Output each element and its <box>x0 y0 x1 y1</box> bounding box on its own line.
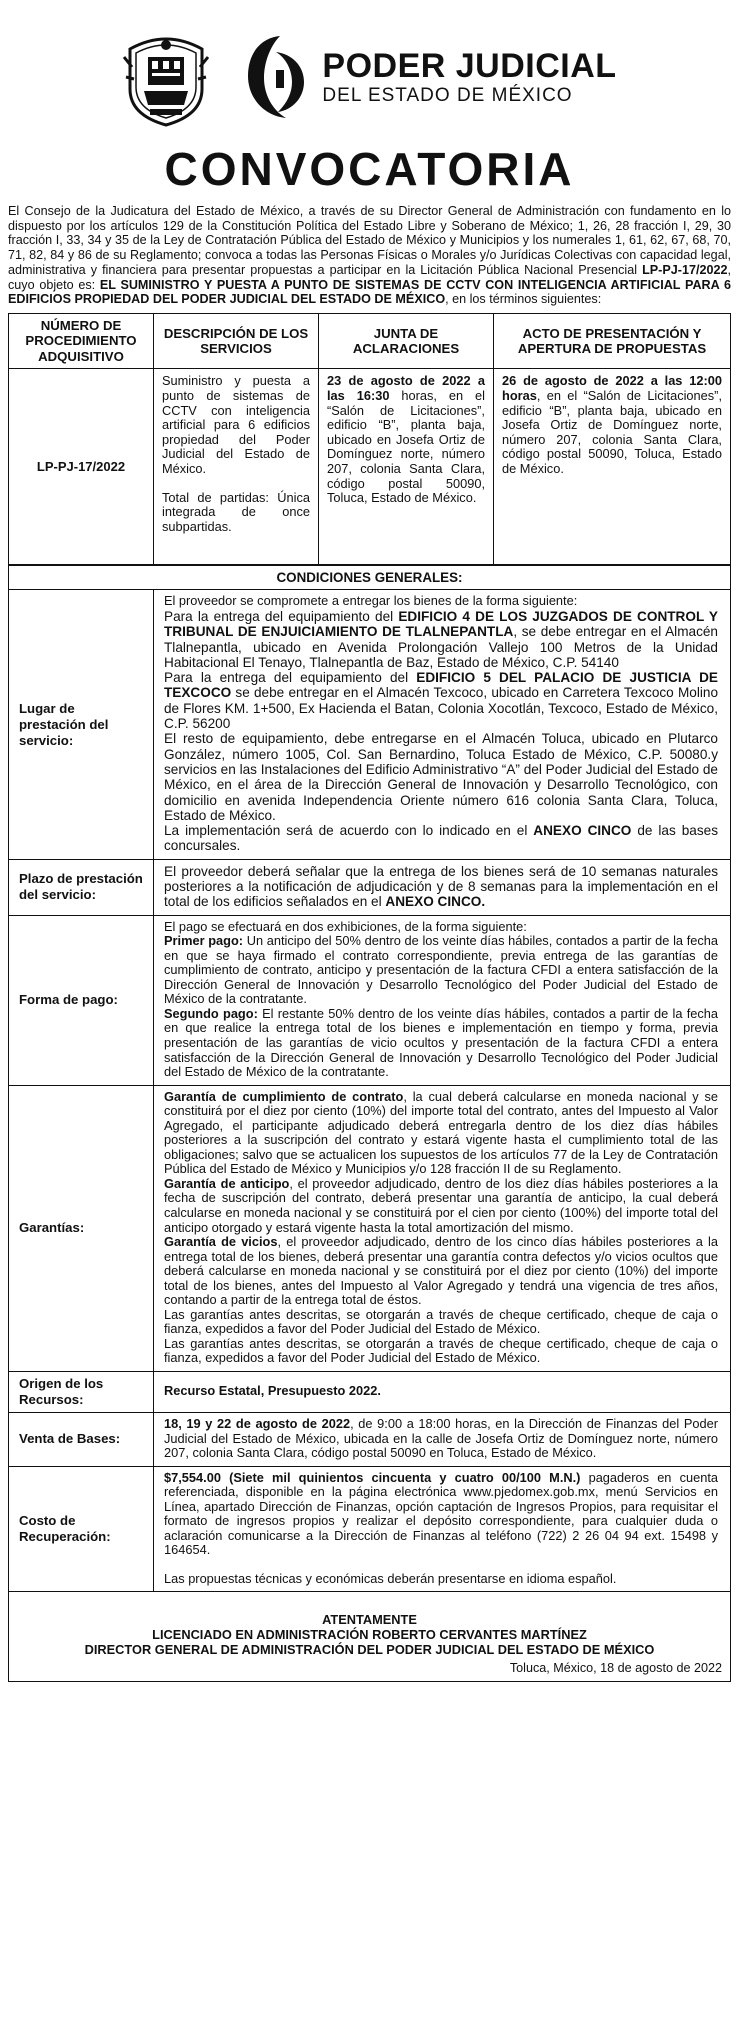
lugar-p4-b: de las bases concursales. <box>164 823 718 854</box>
lugar-paragraph-2 <box>164 670 718 731</box>
intro-procedure-id: LP-PJ-17/2022 <box>642 262 728 277</box>
description-cell <box>154 369 319 565</box>
costo-text: pagaderos en cuenta referenciada, disponible en la página electrónica www.pjedomex.gob.mx, menú Servicios en Línea, apartado Dirección de Finanzas, opción captación de Ingresos Propios, para requisitar el formato de ingresos propios y realizar el depósito correspondiente, para cualquier duda o aclaración comunicarse a la Dirección de Finanzas al teléfono (722) 2 26 04 94 ext. 15498 y 164654. <box>164 1469 718 1558</box>
pago-p1-bold: Primer pago: <box>164 933 244 949</box>
intro-tail: , en los términos siguientes: <box>445 292 602 307</box>
junta-text: horas, en el “Salón de Licitaciones”, edificio “B”, planta baja, ubicado en Josefa Ortiz de Domínguez norte, número 207, colonia Santa Clara, código postal 50090, Toluca, Estado de México. <box>327 388 485 506</box>
plazo-row <box>9 859 731 915</box>
lugar-body <box>154 590 731 859</box>
signature-block <box>9 1592 730 1661</box>
signature-row <box>9 1592 731 1682</box>
garantias-row <box>9 1085 731 1371</box>
plazo-label: Plazo de prestación del servicio: <box>9 859 154 915</box>
lugar-intro: El proveedor se compromete a entregar los bienes de la forma siguiente: <box>164 593 578 609</box>
lugar-paragraph-1 <box>164 609 718 670</box>
costo-row <box>9 1466 731 1592</box>
intro-paragraph <box>8 204 731 307</box>
logo-subtitle: DEL ESTADO DE MÉXICO <box>322 85 573 106</box>
pago-p2: El restante 50% dentro de los veinte días hábiles, contados a partir de la fecha en que realice la entrega total de los bienes e implementación en tiempo y forma, previa presentación de las garantías de vicio ocultos y presentación de la factura CFDI a entera satisfacción de la Dirección General de Innovación y Desarrollo Tecnológico del Poder Judicial del Estado de México de la contratante. <box>164 1005 718 1080</box>
plazo-body <box>154 859 731 915</box>
garantia-note-1: Las garantías antes descritas, se otorgarán a través de cheque certificado, cheque de caja o fianza, expedidos a favor del Poder Judicial del Estado de México. <box>164 1306 718 1337</box>
costo-note: Las propuestas técnicas y económicas deberán presentarse en idioma español. <box>164 1570 617 1586</box>
pago-row <box>9 915 731 1085</box>
garantia-2-bold: Garantía de anticipo <box>164 1175 290 1191</box>
description-text: Suministro y puesta a punto de sistemas de CCTV con inteligencia artificial para 6 edificios propiedad del Poder Judicial del Estado de México. <box>162 373 310 476</box>
partidas-text: Total de partidas: Única integrada de once subpartidas. <box>162 489 310 534</box>
origen-row <box>9 1372 731 1413</box>
garantias-label: Garantías: <box>9 1085 154 1371</box>
costo-amount: $7,554.00 (Siete mil quinientos cincuenta y cuatro 00/100 M.N.) <box>164 1469 581 1485</box>
venta-body <box>154 1413 731 1467</box>
acto-date: 26 de agosto de 2022 a las 12:00 horas <box>502 373 722 404</box>
plazo-bold: ANEXO CINCO. <box>385 894 486 910</box>
garantia-note-2: Las garantías antes descritas, se otorgarán a través de cheque certificado, cheque de caja o fianza, expedidos a favor del Poder Judicial del Estado de México. <box>164 1335 718 1366</box>
header-junta: JUNTA DE ACLARACIONES <box>319 313 494 369</box>
origen-body <box>154 1372 731 1413</box>
header-description: DESCRIPCIÓN DE LOS SERVICIOS <box>154 313 319 369</box>
venta-row <box>9 1413 731 1467</box>
procedure-table <box>8 313 731 566</box>
lugar-p1-b: , se debe entregar en el Almacén Tlalnepantla, ubicado en Avenida Prolongación Vallejo 100 Metros de la Unidad Habitacional El Tenayo, Tlalnepantla de Baz, Estado de México, C.P. 54140 <box>164 624 718 670</box>
header-procedure-number: NÚMERO DE PROCEDIMIENTO ADQUISITIVO <box>9 313 154 369</box>
page-title: CONVOCATORIA <box>164 143 575 195</box>
table-header-row <box>9 313 731 369</box>
lugar-p1-bold: EDIFICIO 4 DE LOS JUZGADOS DE CONTROL Y TRIBUNAL DE ENJUICIAMIENTO DE TLALNEPANTLA <box>164 608 718 640</box>
venta-text: , de 9:00 a 18:00 horas, en la Dirección de Finanzas del Poder Judicial del Estado de México, ubicada en la calle de Josefa Ortiz de Domínguez norte, número 207, colonia Santa Clara, código postal 50090 en Toluca, Estado de México. <box>164 1416 719 1461</box>
garantia-1-bold: Garantía de cumplimiento de contrato <box>164 1088 404 1104</box>
pago-p1: Un anticipo del 50% dentro de los veinte días hábiles, contados a partir de la fecha en que se haya firmado el contrato correspondiente, previa entrega de las garantías de cumplimiento de contrato, anticipo y presentación de la factura CFDI a entera satisfacción de la Dirección General de Innovación y Desarrollo Tecnológico del Poder Judicial del Estado de México de la contratante. <box>164 933 719 1007</box>
procedure-id-cell: LP-PJ-17/2022 <box>9 369 154 565</box>
plazo-text: El proveedor deberá señalar que la entrega de los bienes será de 10 semanas naturales posteriores a la notificación de adjudicación y de 8 semanas para la implementación en el total de los edificios señalados en el <box>164 863 718 910</box>
costo-body <box>154 1466 731 1592</box>
acto-text: , en el “Salón de Licitaciones”, edificio “B”, planta baja, ubicado en Josefa Ortiz de Domínguez norte, número 207, colonia Santa Clara, código postal 50090, Toluca, Estado de México. <box>502 388 722 476</box>
conditions-table <box>8 565 731 1682</box>
pago-paragraph-1 <box>164 934 718 1007</box>
lugar-paragraph-3: El resto de equipamiento, debe entregarse en el Almacén Toluca, ubicado en Plutarco González, número 1005, Col. San Bernardino, Toluca Estado de México, C.P. 50080.y servicios en las Instalaciones del Edificio Administrativo “A” del Poder Judicial del Estado de México, en el área de la Dirección General de Innovación y Desarrollo Tecnológico, con domicilio en avenida Independencia Oriente número 616 colonia Santa Clara, Toluca, Estado de México. <box>164 731 718 823</box>
venta-label: Venta de Bases: <box>9 1413 154 1467</box>
signature-date: Toluca, México, 18 de agosto de 2022 <box>509 1661 722 1676</box>
pago-body <box>154 915 731 1085</box>
intro-text: El Consejo de la Judicatura del Estado de México, a través de su Director General de Administración con fundamento en lo dispuesto por los artículos 129 de la Constitución Política del Estado Libre y Soberano de México; 1, 26, 28 fracción I, 29, 30 fracción I, 33, 34 y 35 de la Ley de Contratación Pública del Estado de México y Municipios y los numerales 1, 61, 62, 67, 68, 70, 71, 82, 84 y 86 de su Reglamento; convoca a todas las Personas Físicas o Morales y/o Jurídicas Colectivas con capacidad legal, administrativa y financiera para presentar propuestas a participar en la Licitación Pública Nacional Presencial <box>8 204 731 277</box>
garantia-3-text: , el proveedor adjudicado, dentro de los cinco días hábiles posteriores a la entrega total de los bienes, deberá presentar una garantía contra defectos y/o vicios ocultos que deberá calcularse en moneda nacional y se constituirá por el diez por ciento (10%) del importe total de los bienes, antes del Impuesto al Valor Agregado y tendrá una vigencia de tres años, contando a partir de la entrega total de éstos. <box>164 1234 718 1308</box>
lugar-p2-a: Para la entrega del equipamiento del <box>164 670 417 686</box>
lugar-p4-bold: ANEXO CINCO <box>533 823 632 839</box>
conditions-heading: CONDICIONES GENERALES: <box>9 566 731 590</box>
signature-name: LICENCIADO EN ADMINISTRACIÓN ROBERTO CERVANTES MARTÍNEZ <box>152 1627 587 1643</box>
lugar-p4-a: La implementación será de acuerdo con lo indicado en el <box>164 823 534 839</box>
signature-cell <box>9 1592 731 1682</box>
lugar-p1-a: Para la entrega del equipamiento del <box>164 608 399 624</box>
poder-judicial-logo <box>242 32 616 122</box>
venta-dates: 18, 19 y 22 de agosto de 2022 <box>164 1416 351 1432</box>
garantia-anticipo <box>164 1177 718 1235</box>
junta-date: 23 de agosto de 2022 a las 16:30 <box>327 373 485 404</box>
costo-label: Costo de Recuperación: <box>9 1466 154 1592</box>
intro-object: EL SUMINISTRO Y PUESTA A PUNTO DE SISTEMAS DE CCTV CON INTELIGENCIA ARTIFICIAL PARA 6 EDIFICIOS PROPIEDAD DEL PODER JUDICIAL DEL ESTADO DE MÉXICO <box>8 277 731 307</box>
garantia-vicios <box>164 1235 718 1308</box>
lugar-label: Lugar de prestación del servicio: <box>9 590 154 859</box>
junta-cell <box>319 369 494 565</box>
garantias-body <box>154 1085 731 1371</box>
intro-mid: , cuyo objeto es: <box>8 262 731 292</box>
pago-paragraph-2 <box>164 1007 718 1080</box>
lugar-p2-bold: EDIFICIO 5 DEL PALACIO DE JUSTICIA DE TEXCOCO <box>164 670 718 701</box>
lugar-paragraph-4 <box>164 823 718 854</box>
garantia-3-bold: Garantía de vicios <box>164 1234 278 1250</box>
logo-title: PODER JUDICIAL <box>322 47 617 85</box>
garantia-2-text: , el proveedor adjudicado, dentro de los diez días hábiles posteriores a la fecha de suscripción del contrato, deberá presentar una garantía de anticipo, la cual deberá calcularse en moneda nacional y se constituirá por el cien por ciento (100%) del importe total del anticipo otorgado y estará vigente hasta la total amortización del mismo. <box>164 1175 718 1235</box>
pago-p2-bold: Segundo pago: <box>164 1005 258 1021</box>
table-row <box>9 369 731 565</box>
state-seal-icon <box>122 27 210 127</box>
header-acto: ACTO DE PRESENTACIÓN Y APERTURA DE PROPUESTAS <box>494 313 731 369</box>
lugar-p2-b: se debe entregar en el Almacén Texcoco, ubicado en Carretera Texcoco Molino de Flores KM. 1+500, Ex Hacienda el Batan, Colonia Xocotlán, Texcoco, Estado de México, C.P. 56200 <box>164 685 718 732</box>
pago-label: Forma de pago: <box>9 915 154 1085</box>
header <box>8 22 731 132</box>
acto-cell <box>494 369 731 565</box>
garantia-cumplimiento <box>164 1090 718 1177</box>
pj-emblem-icon <box>242 32 312 122</box>
origen-label: Origen de los Recursos: <box>9 1372 154 1413</box>
pago-intro: El pago se efectuará en dos exhibiciones, de la forma siguiente: <box>164 918 527 934</box>
origen-text: Recurso Estatal, Presupuesto 2022. <box>164 1383 381 1399</box>
garantia-1-text: , la cual deberá calcularse en moneda nacional y se constituirá por el diez por ciento (10%) del importe total del contrato, antes del Impuesto al Valor Agregado, el participante adjudicado deberá entregarla dentro de los diez días hábiles posteriores a la suscripción del contrato y estará vigente hasta el cumplimiento total de las obligaciones; salvo que se actualicen los supuestos de los artículos 77 de la Ley de Contratación Pública del Estado de México y Municipios y/o 128 fracción II de su Reglamento. <box>164 1088 718 1177</box>
lugar-row <box>9 590 731 859</box>
signature-atentamente: ATENTAMENTE <box>322 1612 417 1628</box>
signature-position: DIRECTOR GENERAL DE ADMINISTRACIÓN DEL PODER JUDICIAL DEL ESTADO DE MÉXICO <box>84 1642 655 1658</box>
